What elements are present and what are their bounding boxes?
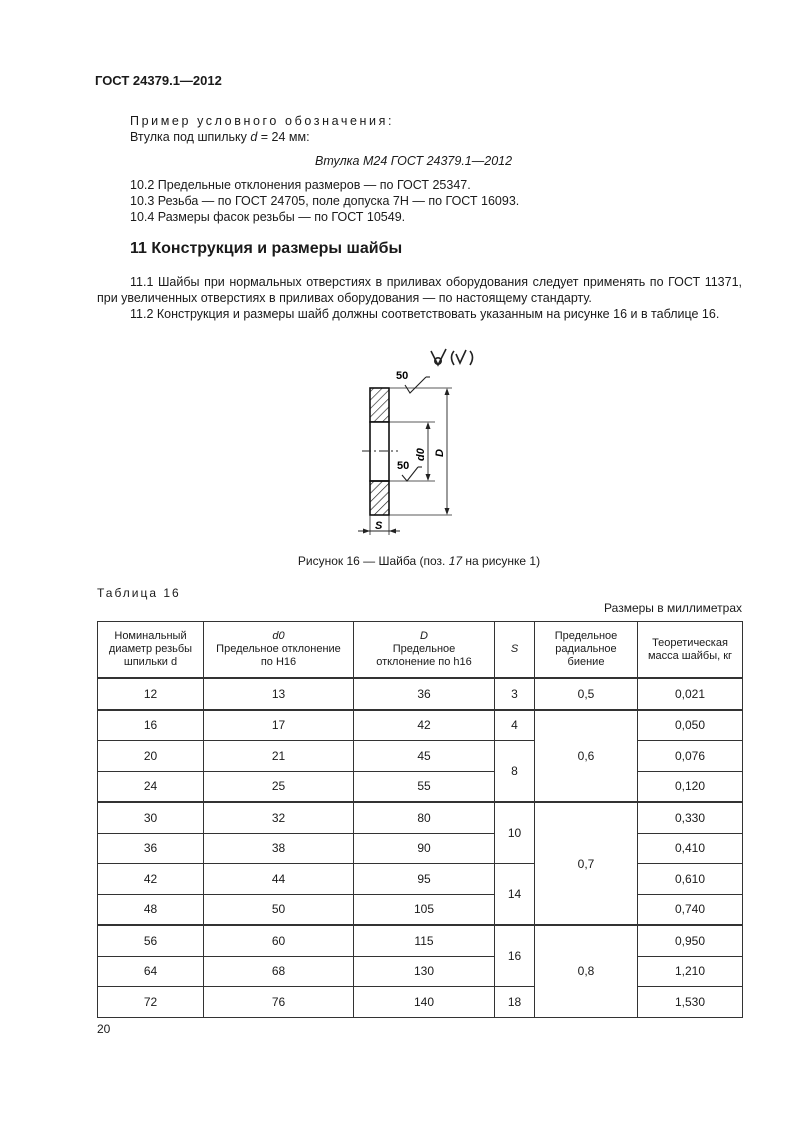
header-S: S — [495, 622, 535, 679]
table-row: 36 38 90 0,410 — [98, 833, 743, 864]
header-mass: Теоретическая масса шайбы, кг — [638, 622, 743, 679]
washer-figure — [340, 345, 500, 540]
roughness-general-icon — [431, 349, 473, 365]
figure-caption: Рисунок 16 — Шайба (поз. 17 на рисунке 1) — [297, 554, 541, 568]
page-number: 20 — [97, 1022, 111, 1036]
item-10-4: 10.4 Размеры фасок резьбы — по ГОСТ 10549. — [130, 210, 406, 224]
dim-d0-label: d0 — [415, 448, 427, 461]
example-line: Втулка под шпильку d = 24 мм: — [130, 130, 310, 144]
header-d0: d0 Предельное отклонение по Н16 — [204, 622, 354, 679]
paragraph-11-1: 11.1 Шайбы при нормальных отверстиях в приливах оборудования следует применять по ГОСТ 11371, при увеличенных отверстиях в приливах оборудования — по настоящему стандарту. — [97, 275, 742, 305]
page-header: ГОСТ 24379.1—2012 — [95, 73, 222, 88]
table-row: 64 68 130 1,210 — [98, 956, 743, 987]
roughness-top-value: 50 — [396, 370, 409, 382]
dim-D-label: D — [434, 449, 446, 457]
table-row: 56 60 115 16 0,8 0,950 — [98, 925, 743, 956]
section-title: 11 Конструкция и размеры шайбы — [130, 240, 403, 257]
table-row: 24 25 55 0,120 — [98, 771, 743, 802]
table-units: Размеры в миллиметрах — [604, 601, 742, 615]
example-designation: Втулка М24 ГОСТ 24379.1—2012 — [315, 154, 513, 168]
table-title: Таблица 16 — [97, 586, 181, 600]
header-thread-diameter: Номинальный диаметр резьбы шпильки d — [98, 622, 204, 679]
header-D: D Предельное отклонение по h16 — [354, 622, 495, 679]
table-header-row — [98, 622, 743, 679]
example-title: Пример условного обозначения: — [130, 114, 395, 128]
roughness-top-icon — [405, 377, 430, 393]
table-row: 48 50 105 0,740 — [98, 894, 743, 925]
paragraph-11-2: 11.2 Конструкция и размеры шайб должны соответствовать указанным на рисунке 16 и в таблице 16. — [130, 307, 720, 321]
dim-S-label: S — [375, 520, 383, 532]
table-row: 16 17 42 4 0,6 0,050 — [98, 710, 743, 741]
roughness-mid-value: 50 — [397, 460, 410, 472]
washer-dimensions-table — [97, 621, 743, 1018]
item-10-3: 10.3 Резьба — по ГОСТ 24705, поле допуска 7Н — по ГОСТ 16093. — [130, 194, 520, 208]
table-row: 42 44 95 14 0,610 — [98, 864, 743, 895]
table-row: 30 32 80 10 0,7 0,330 — [98, 802, 743, 833]
item-10-2: 10.2 Предельные отклонения размеров — по ГОСТ 25347. — [130, 178, 471, 192]
header-radial-runout: Предельное радиальное биение — [535, 622, 638, 679]
table-row: 12 13 36 3 0,5 0,021 — [98, 678, 743, 710]
table-row: 72 76 140 18 1,530 — [98, 987, 743, 1018]
table-row: 20 21 45 8 0,076 — [98, 741, 743, 772]
